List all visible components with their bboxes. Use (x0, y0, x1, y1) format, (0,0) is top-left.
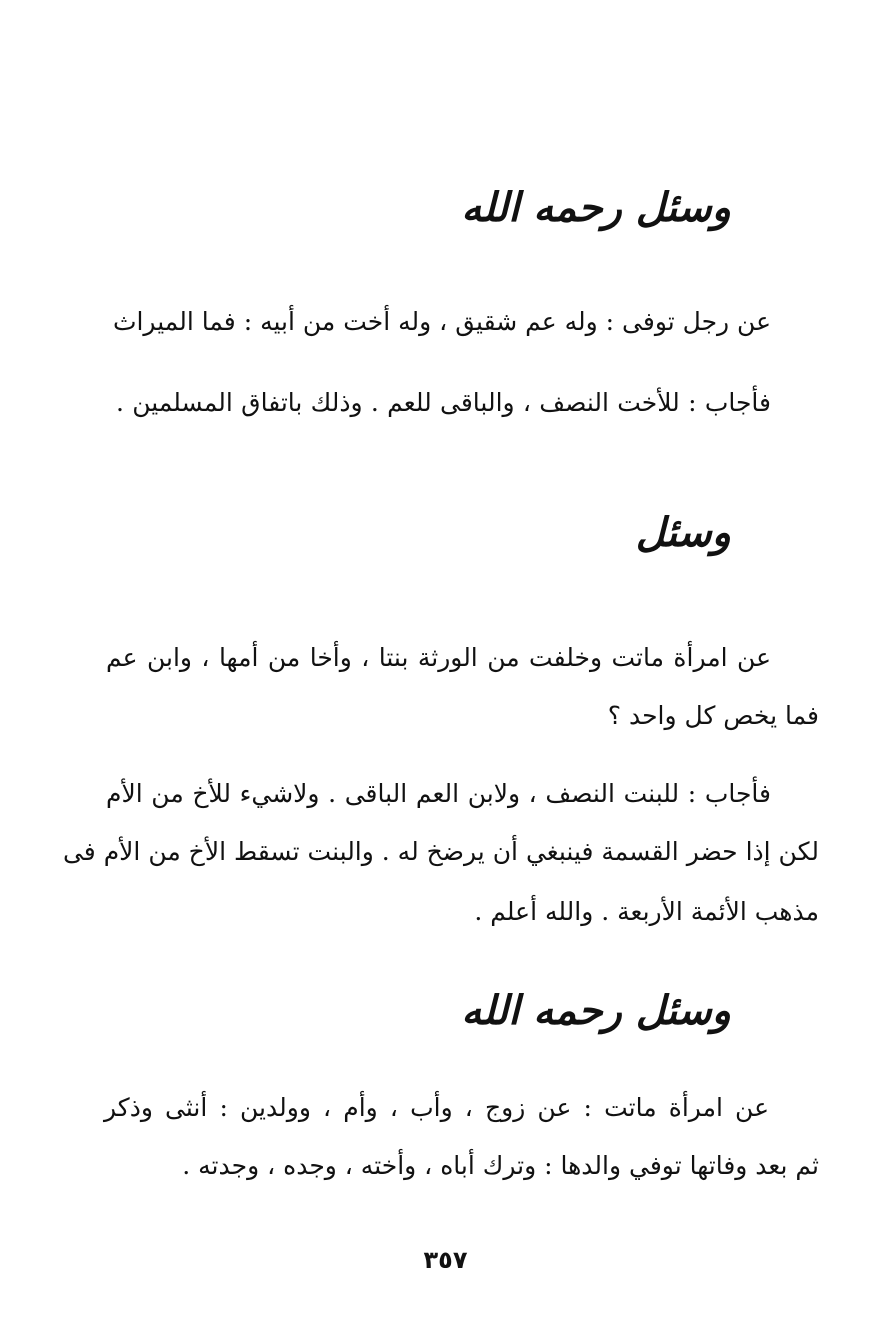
section-3-question-line-1: عن امرأة ماتت : عن زوج ، وأب ، وأم ، وولدين : أنثى وذكر (104, 1093, 769, 1122)
section-2-question-line-1: عن امرأة ماتت وخلفت من الورثة بنتا ، وأخا من أمها ، وابن عم (106, 643, 771, 672)
section-2-answer-line-3: مذهب الأئمة الأربعة . والله أعلم . (474, 897, 819, 926)
section-1-answer-line-1: فأجاب : للأخت النصف ، والباقى للعم . وذلك باتفاق المسلمين . (116, 388, 771, 417)
section-2-heading: وسئل (635, 510, 731, 556)
page-number: ٣٥٧ (423, 1246, 468, 1274)
section-2-answer-line-2: لكن إذا حضر القسمة فينبغي أن يرضخ له . والبنت تسقط الأخ من الأم فى (62, 837, 819, 866)
section-2-question-line-2: فما يخص كل واحد ؟ (607, 701, 819, 730)
section-1-heading: وسئل رحمه الله (461, 185, 731, 231)
section-1-question-line-1: عن رجل توفى : وله عم شقيق ، وله أخت من أبيه : فما الميراث (112, 307, 771, 336)
section-3-heading: وسئل رحمه الله (461, 988, 731, 1034)
section-3-question-line-2: ثم بعد وفاتها توفي والدها : وترك أباه ، وأخته ، وجده ، وجدته . (182, 1151, 819, 1180)
section-2-answer-line-1: فأجاب : للبنت النصف ، ولابن العم الباقى . ولاشيء للأخ من الأم (106, 779, 771, 808)
